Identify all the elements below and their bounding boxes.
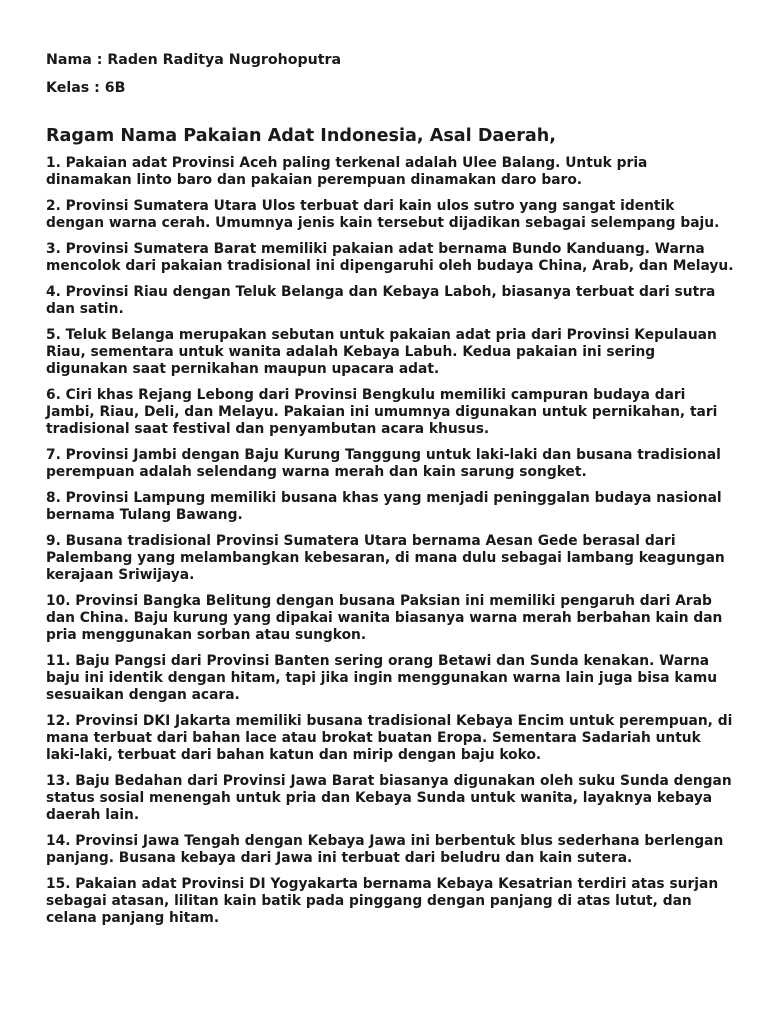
list-item-text-line: tradisional saat festival dan penyambutan acara khusus. <box>46 421 490 437</box>
list-item-text-line: dengan warna cerah. Umumnya jenis kain tersebut dijadikan sebagai selempang baju. <box>46 215 720 231</box>
document-page <box>46 50 762 936</box>
list-item <box>46 198 762 232</box>
list-item-text-line: pria menggunakan sorban atau sungkon. <box>46 627 367 643</box>
list-item <box>46 653 762 704</box>
student-class: Kelas : 6B <box>46 80 126 96</box>
list-item <box>46 241 762 275</box>
list-item-text-line: sesuaikan dengan acara. <box>46 687 240 703</box>
list-item <box>46 833 762 867</box>
list-item-text-line: digunakan saat pernikahan maupun upacara adat. <box>46 361 440 377</box>
list-item-text-line: 13. Baju Bedahan dari Provinsi Jawa Barat biasanya digunakan oleh suku Sunda dengan <box>46 773 732 789</box>
list-item-text-line: 3. Provinsi Sumatera Barat memiliki pakaian adat bernama Bundo Kanduang. Warna <box>46 241 705 257</box>
list-item-text-line: 12. Provinsi DKI Jakarta memiliki busana tradisional Kebaya Encim untuk perempuan, di <box>46 713 733 729</box>
list-item-text-line: 2. Provinsi Sumatera Utara Ulos terbuat dari kain ulos sutro yang sangat identik <box>46 198 675 214</box>
list-item-text-line: status sosial menengah untuk pria dan Kebaya Sunda untuk wanita, layaknya kebaya <box>46 790 713 806</box>
list-item-text-line: 7. Provinsi Jambi dengan Baju Kurung Tanggung untuk laki-laki dan busana tradisional <box>46 447 721 463</box>
list-item-text-line: celana panjang hitam. <box>46 910 220 926</box>
costume-list <box>46 155 762 927</box>
list-item-text-line: baju ini identik dengan hitam, tapi jika ingin menggunakan warna lain juga bisa kamu <box>46 670 718 686</box>
list-item-text-line: mana terbuat dari bahan lace atau brokat buatan Eropa. Sementara Sadariah untuk <box>46 730 701 746</box>
list-item-text-line: sebagai atasan, lilitan kain batik pada pinggang dengan panjang di atas lutut, dan <box>46 893 692 909</box>
list-item-text-line: Riau, sementara untuk wanita adalah Kebaya Labuh. Kedua pakaian ini sering <box>46 344 656 360</box>
list-item-text-line: dan satin. <box>46 301 124 317</box>
list-item <box>46 387 762 438</box>
list-item-text-line: panjang. Busana kebaya dari Jawa ini terbuat dari beludru dan kain sutera. <box>46 850 633 866</box>
list-item <box>46 876 762 927</box>
list-item <box>46 490 762 524</box>
list-item-text-line: dinamakan linto baro dan pakaian perempuan dinamakan daro baro. <box>46 172 583 188</box>
list-item-text-line: 11. Baju Pangsi dari Provinsi Banten sering orang Betawi dan Sunda kenakan. Warna <box>46 653 710 669</box>
list-item-text-line: 6. Ciri khas Rejang Lebong dari Provinsi Bengkulu memiliki campuran budaya dari <box>46 387 686 403</box>
list-item <box>46 773 762 824</box>
list-item-text-line: 9. Busana tradisional Provinsi Sumatera Utara bernama Aesan Gede berasal dari <box>46 533 676 549</box>
list-item-text-line: 14. Provinsi Jawa Tengah dengan Kebaya Jawa ini berbentuk blus sederhana berlengan <box>46 833 724 849</box>
list-item <box>46 284 762 318</box>
student-name: Nama : Raden Raditya Nugrohoputra <box>46 52 342 68</box>
list-item-text-line: 15. Pakaian adat Provinsi DI Yogyakarta bernama Kebaya Kesatrian terdiri atas surjan <box>46 876 719 892</box>
list-item-text-line: 8. Provinsi Lampung memiliki busana khas yang menjadi peninggalan budaya nasional <box>46 490 722 506</box>
list-item-text-line: perempuan adalah selendang warna merah dan kain sarung songket. <box>46 464 587 480</box>
list-item-text-line: Palembang yang melambangkan kebesaran, di mana dulu sebagai lambang keagungan <box>46 550 725 566</box>
list-item-text-line: mencolok dari pakaian tradisional ini dipengaruhi oleh budaya China, Arab, dan Melayu. <box>46 258 734 274</box>
list-item-text-line: daerah lain. <box>46 807 140 823</box>
list-item-text-line: dan China. Baju kurung yang dipakai wanita biasanya warna merah berbahan kain dan <box>46 610 723 626</box>
list-item <box>46 533 762 584</box>
list-item-text-line: laki-laki, terbuat dari bahan katun dan mirip dengan baju koko. <box>46 747 542 763</box>
list-item-text-line: Jambi, Riau, Deli, dan Melayu. Pakaian ini umumnya digunakan untuk pernikahan, tari <box>46 404 718 420</box>
list-item-text-line: 5. Teluk Belanga merupakan sebutan untuk pakaian adat pria dari Provinsi Kepulauan <box>46 327 717 343</box>
list-item-text-line: 4. Provinsi Riau dengan Teluk Belanga dan Kebaya Laboh, biasanya terbuat dari sutra <box>46 284 716 300</box>
list-item-text-line: bernama Tulang Bawang. <box>46 507 243 523</box>
list-item <box>46 155 762 189</box>
list-item-text-line: 1. Pakaian adat Provinsi Aceh paling terkenal adalah Ulee Balang. Untuk pria <box>46 155 648 171</box>
list-item <box>46 593 762 644</box>
document-title: Ragam Nama Pakaian Adat Indonesia, Asal Daerah, <box>46 126 556 146</box>
list-item <box>46 447 762 481</box>
list-item <box>46 327 762 378</box>
list-item-text-line: kerajaan Sriwijaya. <box>46 567 195 583</box>
list-item-text-line: 10. Provinsi Bangka Belitung dengan busana Paksian ini memiliki pengaruh dari Arab <box>46 593 712 609</box>
list-item <box>46 713 762 764</box>
